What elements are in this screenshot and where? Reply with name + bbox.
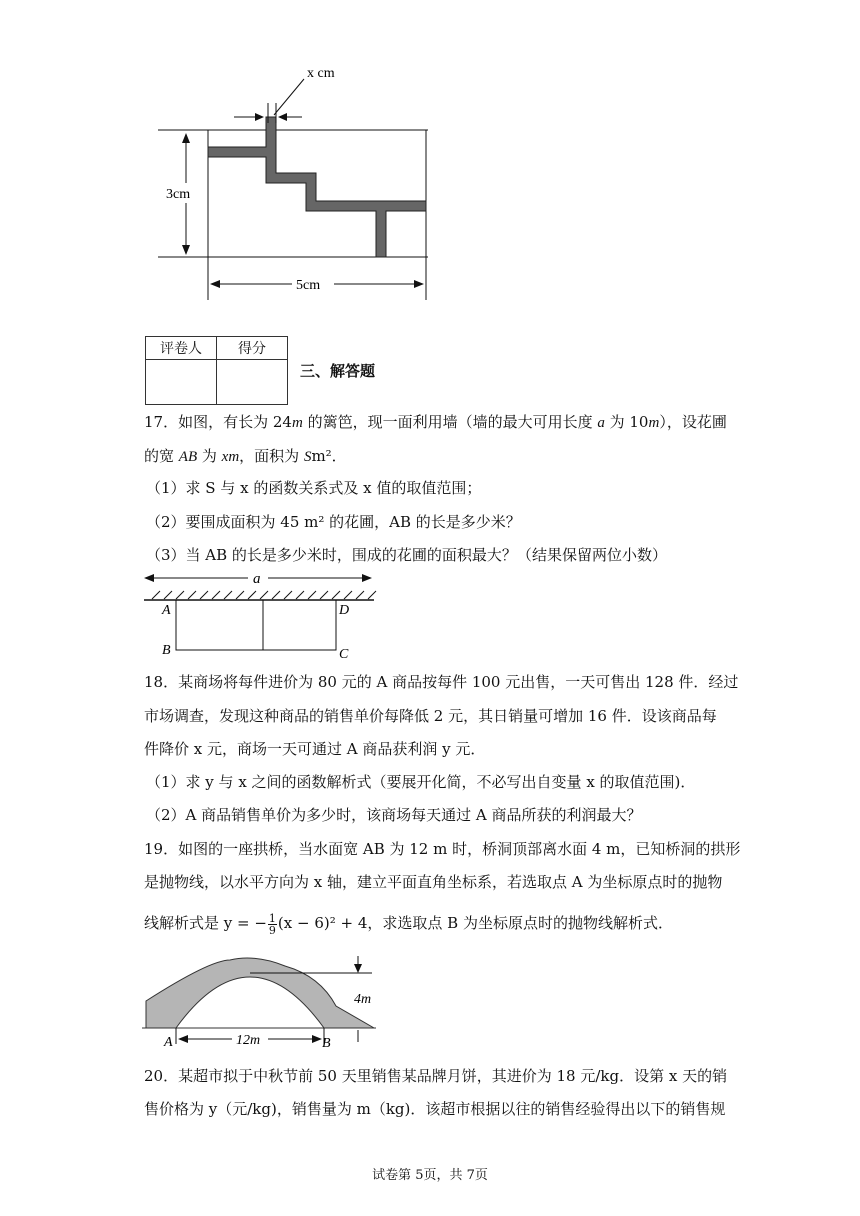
q20-line1: 20．某超市拟于中秋节前 50 天里销售某品牌月饼，其进价为 18 元/kg．设第 x 天的销: [144, 1067, 728, 1085]
q18-line3: 件降价 x 元，商场一天可通过 A 商品获利润 y 元．: [144, 740, 486, 758]
score-table-wrap: [145, 336, 288, 405]
q17-part3: （3）当 AB 的长是多少米时，围成的花圃的面积最大？（结果保留两位小数）: [146, 546, 667, 564]
score-table: [145, 336, 288, 405]
q17-line1: 17．如图，有长为 24m 的篱笆，现一面利用墙（墙的最大可用长度 a 为 10m），设花圃: [144, 413, 727, 431]
wall-hatch-line: [356, 591, 364, 599]
wall-hatch-line: [332, 591, 340, 599]
width-label: 5cm: [296, 278, 321, 293]
q17-part2: （2）要围成面积为 45 m² 的花圃，AB 的长是多少米？: [146, 513, 521, 531]
score-cell[interactable]: [217, 360, 288, 405]
wall-hatch-line: [224, 591, 232, 599]
page-footer: 试卷第 5页，共 7页: [372, 1168, 488, 1183]
wall-hatch-line: [200, 591, 208, 599]
wall-hatch-line: [344, 591, 352, 599]
x-cm-label: x cm: [307, 66, 335, 81]
wall-hatch-line: [212, 591, 220, 599]
width-12m: 12m: [236, 1033, 261, 1048]
wall-hatch-line: [188, 591, 196, 599]
wall-hatch-line: [236, 591, 244, 599]
q17-line2: 的宽 AB 为 xm，面积为 Sm²．: [144, 447, 347, 465]
wall-hatch-line: [152, 591, 160, 599]
q18-part1: （1）求 y 与 x 之间的函数解析式（要展开化简，不必写出自变量 x 的取值范围)．: [146, 773, 696, 791]
wall-hatch-line: [284, 591, 292, 599]
q18-line1: 18．某商场将每件进价为 80 元的 A 商品按每件 100 元出售，一天可售出 128 件．经过: [144, 673, 739, 691]
figure-16-diagram: [150, 55, 450, 310]
height-label: 3cm: [166, 187, 191, 202]
figure-19-diagram: [140, 946, 385, 1056]
q20-line2: 售价格为 y（元/kg)，销售量为 m（kg)．该超市根据以往的销售经验得出以下的销售规: [144, 1100, 726, 1118]
wall-hatch-line: [320, 591, 328, 599]
wall-hatch-line: [176, 591, 184, 599]
wall-hatch-line: [164, 591, 172, 599]
wall-hatch-line: [272, 591, 280, 599]
label-B: B: [162, 643, 171, 658]
point-B: B: [322, 1036, 331, 1051]
section-heading: 三、解答题: [300, 362, 376, 380]
q19-line1: 19．如图的一座拱桥，当水面宽 AB 为 12 m 时，桥洞顶部离水面 4 m，已知桥洞的拱形: [144, 840, 741, 858]
q19-line2: 是抛物线，以水平方向为 x 轴，建立平面直角坐标系，若选取点 A 为坐标原点时的抛物: [144, 873, 723, 891]
label-C: C: [339, 647, 349, 662]
figure-17-diagram: [140, 568, 380, 664]
wall-hatch-line: [248, 591, 256, 599]
height-4m: 4m: [354, 992, 372, 1007]
q17-part1: （1）求 S 与 x 的函数关系式及 x 值的取值范围；: [146, 479, 482, 497]
q19-line3: 线解析式是 y = − $\frac{1}{9}$ (x − 6)² + 4，求选取点 B 为坐标原点时的抛物线解析式．: [144, 911, 673, 937]
q18-part2: （2）A 商品销售单价为多少时，该商场每天通过 A 商品所获的利润最大？: [146, 806, 642, 824]
score-header: 得分: [217, 337, 288, 360]
label-D: D: [339, 603, 350, 618]
wall-hatch-line: [260, 591, 268, 599]
q18-line2: 市场调查，发现这种商品的销售单价每降低 2 元，其日销量可增加 16 件．设该商品每: [144, 707, 717, 725]
point-A: A: [164, 1035, 173, 1050]
wall-hatch-line: [368, 591, 376, 599]
grader-header: 评卷人: [146, 337, 217, 360]
grader-cell[interactable]: [146, 360, 217, 405]
label-a: a: [253, 571, 261, 587]
fraction-one-ninth: $\frac{1}{9}$: [268, 911, 276, 937]
label-A: A: [162, 603, 171, 618]
wall-hatch-line: [308, 591, 316, 599]
wall-hatch-line: [296, 591, 304, 599]
